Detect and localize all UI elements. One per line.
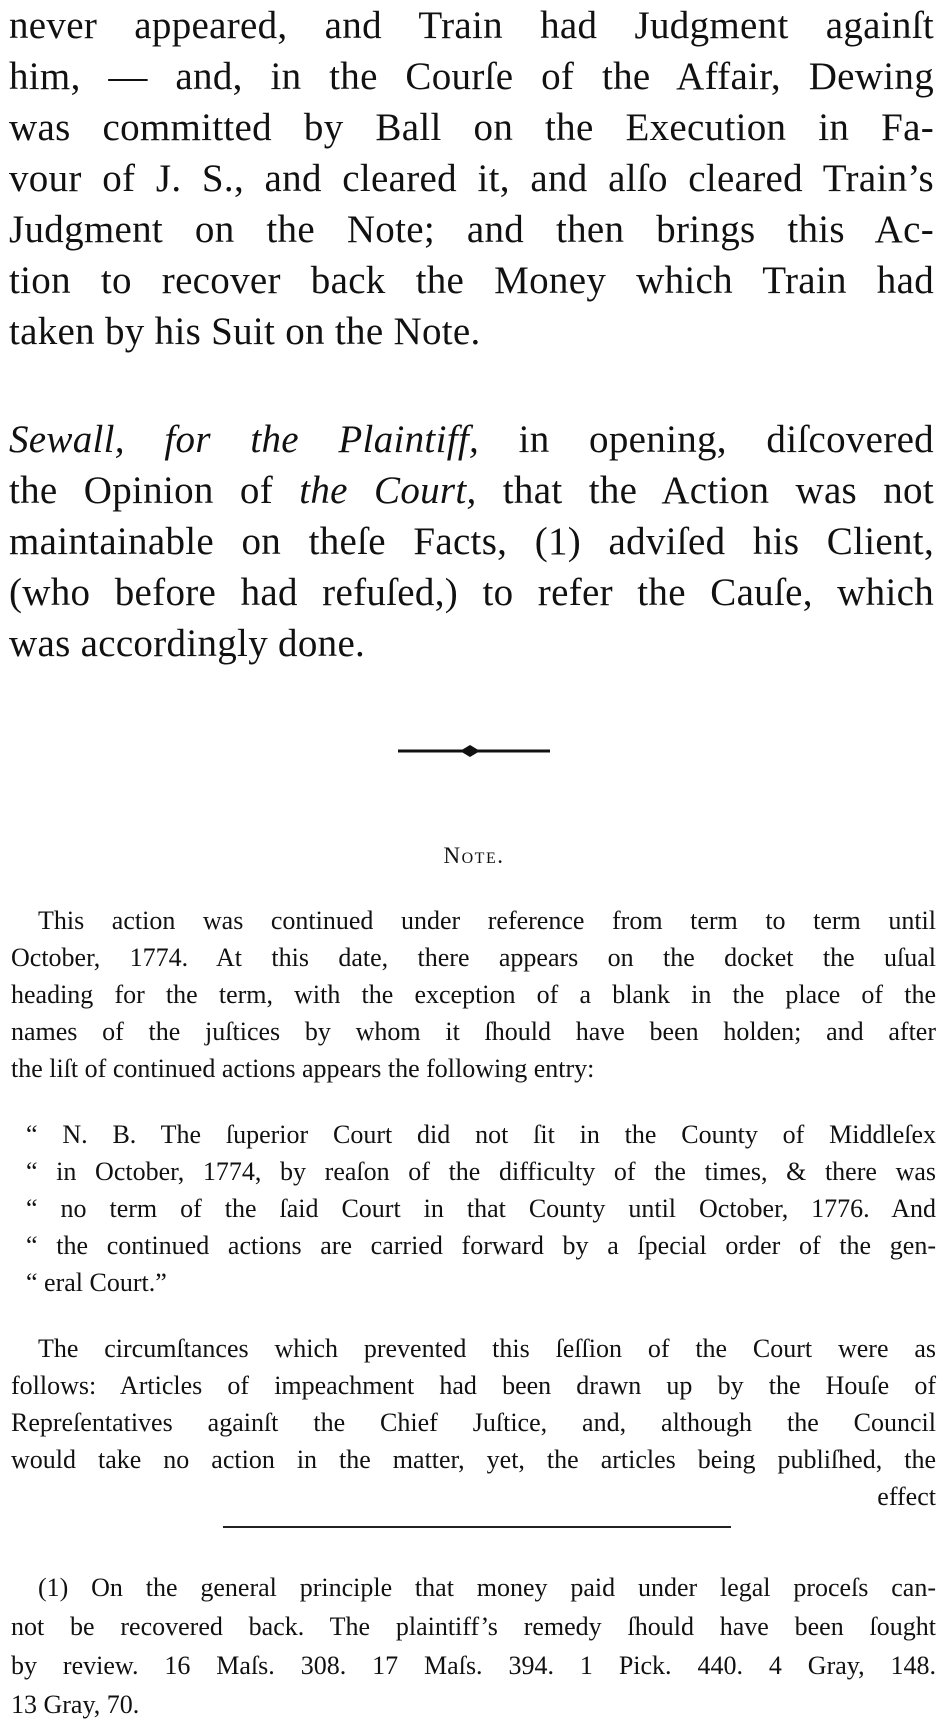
section-divider-ornament <box>398 743 550 759</box>
text-line: “ in October, 1774, by reaſon of the difficulty of the times, & there was <box>26 1157 936 1186</box>
counsel-name: Sewall, for the Plaintiff, <box>9 418 480 461</box>
text-line: The circumſtances which prevented this ſeſſion of the Court were as <box>38 1334 936 1363</box>
text-line: Repreſentatives againſt the Chief Juſtice, and, although the Council <box>11 1408 936 1437</box>
text-line: names of the juſtices by whom it ſhould have been holden; and after <box>11 1017 936 1046</box>
text-fragment: the Opinion of <box>9 469 300 512</box>
footnote <box>11 1568 936 1724</box>
text-fragment: that the Action was not <box>476 469 934 512</box>
catchword: effect <box>877 1482 936 1511</box>
text-line: never appeared, and Train had Judgment againſt <box>9 4 934 47</box>
text-line: 13 Gray, 70. <box>11 1690 140 1719</box>
text-line: Judgment on the Note; and then brings this Ac- <box>9 208 934 251</box>
text-line: tion to recover back the Money which Train had <box>9 259 934 302</box>
text-line: not be recovered back. The plaintiff’s remedy ſhould have been ſought <box>11 1612 936 1641</box>
text-line: follows: Articles of impeachment had been drawn up by the Houſe of <box>11 1371 936 1400</box>
text-line: was accordingly done. <box>9 622 366 665</box>
note-heading: Note. <box>443 843 505 868</box>
text-line: (1) On the general principle that money paid under legal proceſs can- <box>38 1573 936 1602</box>
note-paragraph-2 <box>11 1330 936 1515</box>
text-line: the liſt of continued actions appears the following entry: <box>11 1054 595 1083</box>
text-line: him, — and, in the Courſe of the Affair, Dewing <box>9 55 934 98</box>
main-paragraph-2 <box>9 414 934 669</box>
court-reference: the Court, <box>299 469 477 512</box>
text-line: “ no term of the ſaid Court in that County until October, 1776. And <box>26 1194 936 1223</box>
text-line: This action was continued under reference from term to term until <box>38 906 936 935</box>
text-line: (who before had refuſed,) to refer the Cauſe, which <box>9 571 934 614</box>
text-line <box>9 414 934 465</box>
text-line: “ the continued actions are carried forward by a ſpecial order of the gen- <box>26 1231 936 1260</box>
text-line: October, 1774. At this date, there appears on the docket the uſual <box>11 943 936 972</box>
text-line: would take no action in the matter, yet, the articles being publiſhed, the <box>11 1445 936 1474</box>
footnote-rule <box>223 1526 731 1528</box>
text-line: taken by his Suit on the Note. <box>9 310 481 353</box>
docket-quotation <box>26 1116 936 1301</box>
text-line: vour of J. S., and cleared it, and alſo cleared Train’s <box>9 157 934 200</box>
text-line <box>9 465 934 516</box>
note-paragraph-1 <box>11 902 936 1087</box>
text-line: “ N. B. The ſuperior Court did not ſit in the County of Middleſex <box>26 1120 936 1149</box>
text-line: maintainable on theſe Facts, (1) adviſed his Client, <box>9 520 934 563</box>
text-fragment: in opening, diſcovered <box>479 418 934 461</box>
main-paragraph-1 <box>9 0 934 357</box>
text-line: heading for the term, with the exception of a blank in the place of the <box>11 980 936 1009</box>
text-line: was committed by Ball on the Execution in Fa- <box>9 106 934 149</box>
text-line: “ eral Court.” <box>26 1268 167 1297</box>
text-line: by review. 16 Maſs. 308. 17 Maſs. 394. 1 Pick. 440. 4 Gray, 148. <box>11 1651 936 1680</box>
